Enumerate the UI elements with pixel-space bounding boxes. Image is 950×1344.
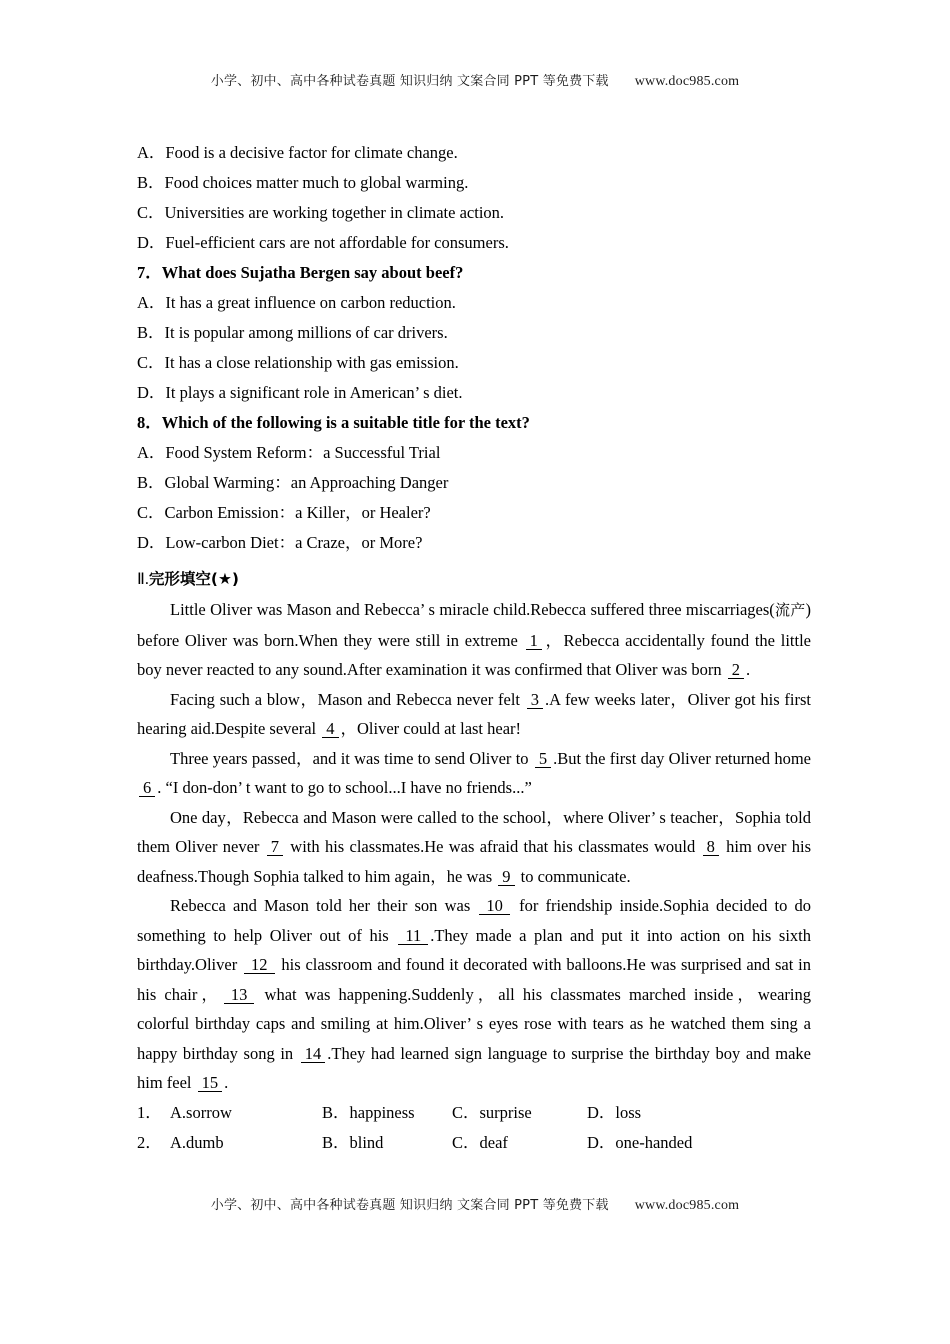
q6-option-d <box>137 228 811 258</box>
q8-option-c-label: C． <box>137 503 165 522</box>
q6-option-a-text: Food is a decisive factor for climate change. <box>165 143 458 162</box>
cloze-2-option-a[interactable]: A.dumb <box>170 1132 224 1152</box>
section-title: 完形填空(★) <box>148 570 239 588</box>
q7-option-c <box>137 348 811 378</box>
question-7-text: What does Sujatha Bergen say about beef? <box>161 263 464 282</box>
cloze-blank-1[interactable]: 1 <box>526 632 542 650</box>
question-7-stem <box>137 258 811 288</box>
q7-option-a-label: A． <box>137 293 166 312</box>
cloze-blank-15[interactable]: 15 <box>198 1074 223 1092</box>
p3-text-a: Three years passed，and it was time to send Oliver to <box>170 748 533 768</box>
q7-option-a <box>137 288 811 318</box>
p1-text-a: Little Oliver was Mason and Rebecca’ s miracle child.Rebecca suffered three miscarriages( <box>170 600 775 619</box>
q7-option-d-label: D． <box>137 383 166 402</box>
cloze-blank-7[interactable]: 7 <box>267 838 283 856</box>
passage-paragraph-4 <box>137 803 811 892</box>
question-8-stem <box>137 408 811 438</box>
cloze-1-option-c[interactable]: C．surprise <box>452 1102 532 1122</box>
cloze-blank-9[interactable]: 9 <box>498 868 514 886</box>
document-body <box>137 138 811 1158</box>
p1-text-b: ) before Oliver was born.When they were still in extreme <box>137 600 811 650</box>
cloze-2-option-b[interactable]: B．blind <box>322 1132 384 1152</box>
q7-option-b-text: It is popular among millions of car drivers. <box>164 323 448 342</box>
p5-text-a: Rebecca and Mason told her their son was <box>170 896 478 915</box>
cloze-blank-13[interactable]: 13 <box>224 986 255 1004</box>
p5-text-e: what was happening.Suddenly，all his classmates marched inside，wearing colorful birthday caps and smiling at him.Oliver’ s eyes rose with tears as he watched them sing a happy birthday song in <box>137 984 812 1063</box>
q6-option-d-text: Fuel-efficient cars are not affordable for consumers. <box>165 233 509 252</box>
p5-text-f: .They had learned sign language to surprise the birthday boy and make him feel <box>137 1043 811 1092</box>
q8-option-a-text: Food System Reform：a Successful Trial <box>165 443 441 462</box>
cloze-blank-3[interactable]: 3 <box>527 691 543 709</box>
p1-text-d: . <box>746 660 751 679</box>
cloze-2-option-d[interactable]: D．one-handed <box>587 1132 693 1152</box>
section-dot: . <box>144 571 149 588</box>
p2-text-a: Facing such a blow，Mason and Rebecca never felt <box>170 689 525 709</box>
p5-text-d: his classroom and found it decorated with balloons.He was surprised and sat in his chair， <box>137 955 812 1004</box>
section-heading <box>137 564 811 595</box>
p1-text-c: ，Rebecca accidentally found the little boy never reacted to any sound.After examination it was confirmed that Oliver was born <box>137 630 811 679</box>
section-roman-numeral: Ⅱ <box>137 571 145 588</box>
cloze-answer-row-2 <box>137 1128 811 1158</box>
q7-option-d-text: It plays a significant role in American’ s diet. <box>165 383 463 402</box>
q6-option-b-text: Food choices matter much to global warming. <box>164 173 469 192</box>
q6-option-a-label: A． <box>137 143 166 162</box>
running-foot-chinese: 小学、初中、高中各种试卷真题 知识归纳 文案合同 PPT 等免费下载 <box>210 1198 609 1213</box>
running-foot-url: www.doc985.com <box>634 1198 740 1213</box>
running-head <box>0 70 950 90</box>
p4-text-c: him over his deafness.Though Sophia talked to him again，he was <box>137 837 811 886</box>
q7-option-a-text: It has a great influence on carbon reduction. <box>165 293 456 312</box>
q7-option-b-label: B． <box>137 323 165 342</box>
question-8-number: 8． <box>137 413 162 432</box>
q8-option-b-text: Global Warming：an Approaching Danger <box>164 473 449 492</box>
q8-option-d <box>137 528 811 558</box>
cloze-blank-4[interactable]: 4 <box>322 720 338 738</box>
cloze-1-option-a[interactable]: A.sorrow <box>170 1102 232 1122</box>
cloze-blank-14[interactable]: 14 <box>301 1045 326 1063</box>
cloze-blank-6[interactable]: 6 <box>139 779 155 797</box>
cloze-blank-5[interactable]: 5 <box>535 750 551 768</box>
q7-option-c-label: C． <box>137 353 165 372</box>
q7-option-d <box>137 378 811 408</box>
question-8-text: Which of the following is a suitable title for the text? <box>161 413 530 432</box>
p1-chinese-gloss: 流产 <box>774 601 806 619</box>
running-foot <box>0 1194 950 1214</box>
q8-option-b-label: B． <box>137 473 165 492</box>
running-head-url: www.doc985.com <box>634 74 740 89</box>
p3-text-c: . “I don-don’ t want to go to school...I have no friends...” <box>157 778 532 797</box>
q8-option-c-text: Carbon Emission：a Killer，or Healer? <box>164 503 431 522</box>
cloze-1-option-b[interactable]: B．happiness <box>322 1102 415 1122</box>
q6-option-c <box>137 198 811 228</box>
passage-paragraph-5 <box>137 891 811 1098</box>
q8-option-b <box>137 468 811 498</box>
q8-option-c <box>137 498 811 528</box>
passage-paragraph-2 <box>137 685 811 744</box>
cloze-answer-row-2-number: 2． <box>137 1132 162 1152</box>
question-7-number: 7． <box>137 263 162 282</box>
p4-text-a: One day，Rebecca and Mason were called to the school，where Oliver’ s teacher，Sophia told them Oliver never <box>137 807 811 856</box>
p5-text-c: .They made a plan and put it into action on his sixth birthday.Oliver <box>137 925 811 974</box>
p4-text-d: to communicate. <box>516 866 631 886</box>
q6-option-b-label: B． <box>137 173 165 192</box>
cloze-blank-10[interactable]: 10 <box>479 897 510 915</box>
q8-option-d-label: D． <box>137 533 166 552</box>
p5-text-g: . <box>224 1073 229 1092</box>
q8-option-a-label: A． <box>137 443 166 462</box>
passage-paragraph-1 <box>137 595 811 685</box>
q6-option-b <box>137 168 811 198</box>
p3-text-b: .But the first day Oliver returned home <box>553 748 811 768</box>
p5-text-b: for friendship inside.Sophia decided to do something to help Oliver out of his <box>137 896 812 945</box>
q6-option-a <box>137 138 811 168</box>
p2-text-c: ，Oliver could at last hear! <box>340 719 522 738</box>
p4-text-b: with his classmates.He was afraid that his classmates would <box>284 837 701 856</box>
passage-paragraph-3 <box>137 744 811 803</box>
q6-option-c-text: Universities are working together in climate action. <box>164 203 505 222</box>
cloze-answer-row-1-number: 1． <box>137 1102 162 1122</box>
q8-option-a <box>137 438 811 468</box>
cloze-blank-8[interactable]: 8 <box>703 838 719 856</box>
q6-option-d-label: D． <box>137 233 166 252</box>
cloze-1-option-d[interactable]: D．loss <box>587 1102 642 1122</box>
cloze-2-option-c[interactable]: C．deaf <box>452 1132 508 1152</box>
q7-option-b <box>137 318 811 348</box>
q6-option-c-label: C． <box>137 203 165 222</box>
cloze-blank-12[interactable]: 12 <box>244 956 275 974</box>
cloze-blank-11[interactable]: 11 <box>398 927 428 945</box>
cloze-blank-2[interactable]: 2 <box>728 661 744 679</box>
cloze-answer-row-1 <box>137 1098 811 1128</box>
q8-option-d-text: Low-carbon Diet：a Craze，or More? <box>165 533 423 552</box>
p2-text-b: .A few weeks later，Oliver got his first hearing aid.Despite several <box>137 689 812 738</box>
q7-option-c-text: It has a close relationship with gas emission. <box>164 353 459 372</box>
running-head-chinese: 小学、初中、高中各种试卷真题 知识归纳 文案合同 PPT 等免费下载 <box>210 74 609 89</box>
